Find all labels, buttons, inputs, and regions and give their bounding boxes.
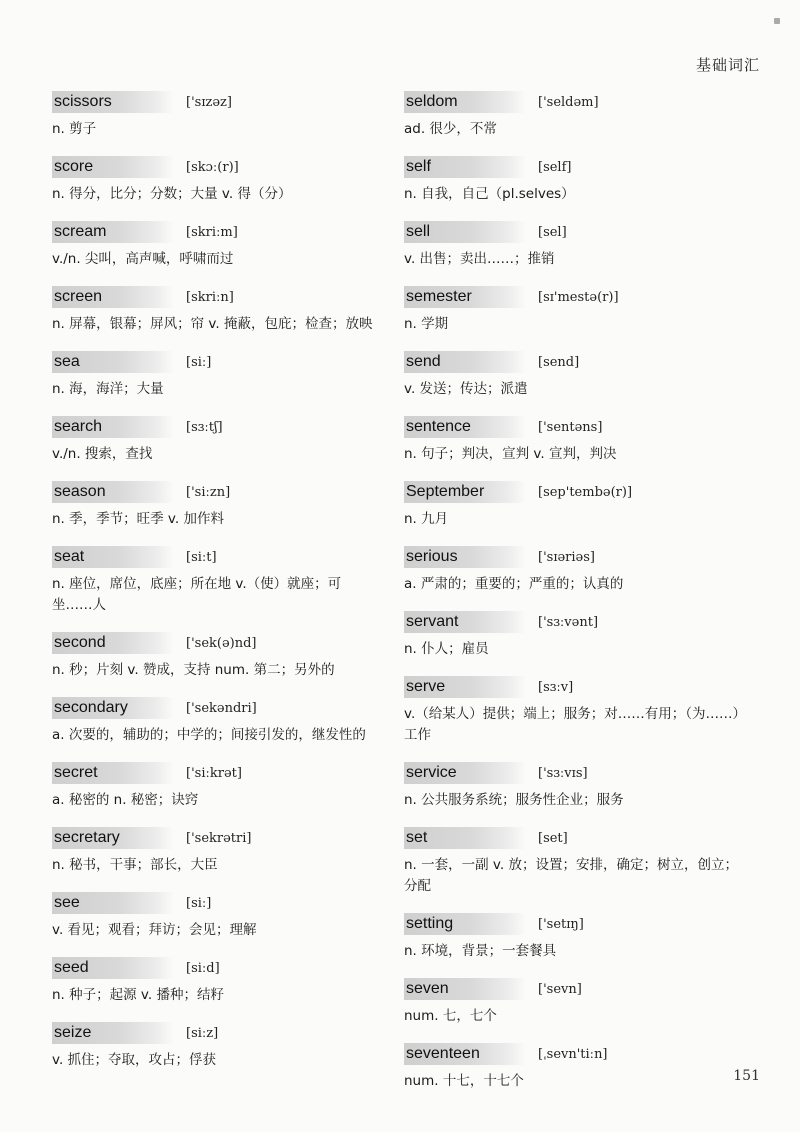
phonetic: [siːt]	[186, 549, 217, 565]
phonetic: ['sentəns]	[538, 419, 603, 435]
definition: n. 句子；判决，宣判 v. 宣判，判决	[404, 446, 617, 462]
definition: n. 学期	[404, 316, 449, 332]
phonetic: ['sɜːvənt]	[538, 614, 599, 630]
vocab-entry	[404, 675, 749, 746]
definition: n. 海，海洋；大量	[52, 381, 164, 397]
headword-row	[404, 350, 749, 374]
phonetic: [send]	[538, 354, 580, 370]
vocab-entry	[52, 90, 374, 140]
headword-row	[52, 545, 374, 569]
headword-row	[404, 155, 749, 179]
right-column	[404, 90, 749, 1107]
phonetic: [self]	[538, 159, 572, 175]
headword-row	[404, 480, 749, 504]
definition: v. 发送；传达；派遣	[404, 381, 528, 397]
definition: a. 次要的，辅助的；中学的；间接引发的，继发性的	[52, 727, 366, 743]
vocab-entry	[52, 545, 374, 616]
definition: n. 剪子	[52, 121, 97, 137]
definition: n. 一套，一副 v. 放；设置；安排，确定；树立，创立；分配	[404, 857, 738, 894]
headword: sentence	[404, 416, 526, 438]
vocab-entry	[404, 977, 749, 1027]
phonetic: ['seldəm]	[538, 94, 599, 110]
vocab-entry	[404, 415, 749, 465]
headword-row	[52, 631, 374, 655]
phonetic: [sel]	[538, 224, 567, 240]
vocab-entry	[404, 480, 749, 530]
definition: v./n. 搜索，查找	[52, 446, 153, 462]
page-header: 基础词汇	[695, 56, 760, 74]
headword: service	[404, 762, 526, 784]
headword-row	[404, 90, 749, 114]
scan-mark	[774, 18, 780, 24]
vocab-entry	[52, 285, 374, 335]
headword: secondary	[52, 697, 174, 719]
headword: secretary	[52, 827, 174, 849]
headword: set	[404, 827, 526, 849]
definition: v.（给某人）提供；端上；服务；对……有用；（为……）工作	[404, 706, 746, 743]
headword-row	[404, 761, 749, 785]
headword: serious	[404, 546, 526, 568]
headword: see	[52, 892, 174, 914]
headword-row	[404, 977, 749, 1001]
headword: serve	[404, 676, 526, 698]
phonetic: ['sekrətri]	[186, 830, 252, 846]
headword: seldom	[404, 91, 526, 113]
vocab-entry	[404, 90, 749, 140]
vocab-entry	[404, 826, 749, 897]
headword: scissors	[52, 91, 174, 113]
phonetic: [siːd]	[186, 960, 220, 976]
definition: n. 自我，自己（pl.selves）	[404, 186, 575, 202]
vocab-entry	[52, 350, 374, 400]
definition: v./n. 尖叫，高声喊，呼啸而过	[52, 251, 234, 267]
definition: n. 公共服务系统；服务性企业；服务	[404, 792, 624, 808]
definition: a. 严肃的；重要的；严重的；认真的	[404, 576, 624, 592]
vocab-entry	[52, 891, 374, 941]
vocab-entry	[404, 912, 749, 962]
vocab-entry	[52, 761, 374, 811]
phonetic: [ˌsevn'tiːn]	[538, 1046, 608, 1062]
definition: n. 环境，背景；一套餐具	[404, 943, 557, 959]
headword-row	[52, 826, 374, 850]
phonetic: [skriːn]	[186, 289, 234, 305]
definition: n. 秘书，干事；部长，大臣	[52, 857, 218, 873]
definition: v. 出售；卖出……；推销	[404, 251, 555, 267]
headword-row	[404, 675, 749, 699]
phonetic: [sep'tembə(r)]	[538, 484, 633, 500]
phonetic: [set]	[538, 830, 568, 846]
phonetic: [sɪ'mestə(r)]	[538, 289, 619, 305]
vocab-entry	[52, 631, 374, 681]
headword: scream	[52, 221, 174, 243]
phonetic: [skɔː(r)]	[186, 159, 239, 175]
phonetic: ['sɪzəz]	[186, 94, 232, 110]
headword-row	[404, 912, 749, 936]
definition: n. 秒；片刻 v. 赞成，支持 num. 第二；另外的	[52, 662, 335, 678]
headword: sea	[52, 351, 174, 373]
definition: ad. 很少，不常	[404, 121, 497, 137]
definition: n. 得分，比分；分数；大量 v. 得（分）	[52, 186, 292, 202]
headword-row	[52, 415, 374, 439]
headword-row	[52, 90, 374, 114]
vocab-entry	[404, 610, 749, 660]
definition: n. 座位，席位，底座；所在地 v.（使）就座；可坐……人	[52, 576, 342, 613]
definition: num. 十七，十七个	[404, 1073, 524, 1089]
vocab-entry	[404, 761, 749, 811]
headword-row	[52, 285, 374, 309]
headword: send	[404, 351, 526, 373]
phonetic: [sɜːv]	[538, 679, 574, 695]
vocab-entry	[52, 415, 374, 465]
definition: n. 仆人；雇员	[404, 641, 489, 657]
headword-row	[52, 956, 374, 980]
phonetic: [skriːm]	[186, 224, 238, 240]
headword-row	[52, 696, 374, 720]
phonetic: ['setɪŋ]	[538, 916, 584, 932]
definition: n. 种子；起源 v. 播种；结籽	[52, 987, 224, 1003]
phonetic: ['sɪəriəs]	[538, 549, 595, 565]
phonetic: ['sekəndri]	[186, 700, 257, 716]
headword-row	[404, 285, 749, 309]
vocab-entry	[52, 1021, 374, 1071]
headword: secret	[52, 762, 174, 784]
headword: seven	[404, 978, 526, 1000]
phonetic: ['sek(ə)nd]	[186, 635, 257, 651]
vocab-entry	[52, 480, 374, 530]
vocab-entry	[404, 220, 749, 270]
phonetic: [siː]	[186, 354, 212, 370]
vocab-entry	[404, 285, 749, 335]
headword-row	[52, 350, 374, 374]
vocab-entry	[52, 956, 374, 1006]
phonetic: [sɜːtʃ]	[186, 419, 223, 435]
definition: num. 七，七个	[404, 1008, 497, 1024]
headword: semester	[404, 286, 526, 308]
definition: a. 秘密的 n. 秘密；诀窍	[52, 792, 199, 808]
vocab-entry	[52, 696, 374, 746]
left-column	[52, 90, 374, 1086]
headword: second	[52, 632, 174, 654]
vocab-entry	[52, 220, 374, 270]
phonetic: ['sevn]	[538, 981, 582, 997]
headword-row	[404, 220, 749, 244]
headword-row	[404, 545, 749, 569]
phonetic: ['sɜːvɪs]	[538, 765, 588, 781]
headword-row	[52, 480, 374, 504]
vocab-entry	[404, 545, 749, 595]
headword-row	[404, 610, 749, 634]
headword: self	[404, 156, 526, 178]
headword-row	[404, 1042, 749, 1066]
headword-row	[52, 891, 374, 915]
phonetic: ['siːzn]	[186, 484, 231, 500]
headword-row	[52, 220, 374, 244]
headword: sell	[404, 221, 526, 243]
headword-row	[404, 826, 749, 850]
headword: season	[52, 481, 174, 503]
headword: seat	[52, 546, 174, 568]
headword: seed	[52, 957, 174, 979]
vocab-entry	[404, 350, 749, 400]
headword-row	[52, 1021, 374, 1045]
headword: seventeen	[404, 1043, 526, 1065]
page-number: 151	[733, 1068, 760, 1084]
headword: screen	[52, 286, 174, 308]
headword-row	[404, 415, 749, 439]
headword: setting	[404, 913, 526, 935]
headword: servant	[404, 611, 526, 633]
headword: September	[404, 481, 526, 503]
definition: n. 屏幕，银幕；屏风；帘 v. 掩蔽，包庇；检查；放映	[52, 316, 373, 332]
phonetic: [siːz]	[186, 1025, 219, 1041]
definition: v. 看见；观看；拜访；会见；理解	[52, 922, 257, 938]
definition: v. 抓住；夺取，攻占；俘获	[52, 1052, 217, 1068]
headword-row	[52, 155, 374, 179]
headword: search	[52, 416, 174, 438]
headword: seize	[52, 1022, 174, 1044]
vocab-entry	[52, 826, 374, 876]
phonetic: [siː]	[186, 895, 212, 911]
headword: score	[52, 156, 174, 178]
vocab-entry	[404, 1042, 749, 1092]
headword-row	[52, 761, 374, 785]
vocab-entry	[52, 155, 374, 205]
phonetic: ['siːkrət]	[186, 765, 242, 781]
definition: n. 九月	[404, 511, 449, 527]
definition: n. 季，季节；旺季 v. 加作料	[52, 511, 224, 527]
vocab-entry	[404, 155, 749, 205]
